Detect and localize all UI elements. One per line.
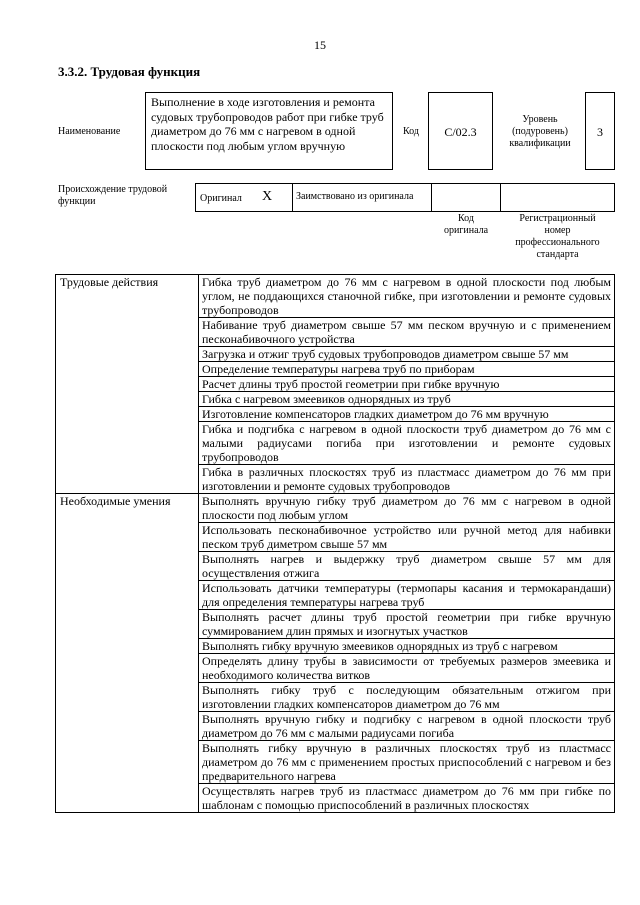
section-label: Трудовые действия bbox=[56, 275, 199, 494]
level-box bbox=[585, 92, 615, 170]
reg-number-cell bbox=[500, 183, 615, 212]
code-original-cell bbox=[431, 183, 501, 212]
original-cell bbox=[195, 183, 293, 212]
borrowed-cell bbox=[292, 183, 432, 212]
item-text: Гибка труб диаметром до 76 мм с нагревом в одной плоскости под любым углом, не поддающихся станочной гибке, при изготовлении и ремонте судовых трубопроводов bbox=[199, 275, 615, 318]
item-text: Выполнять гибку труб с последующим обязательным отжигом при изготовлении гладких компенсаторов диаметром до 76 мм bbox=[199, 683, 615, 712]
section-label: Необходимые умения bbox=[56, 494, 199, 813]
item-text: Гибка с нагревом змеевиков однорядных из труб bbox=[199, 392, 615, 407]
item-text: Набивание труб диаметром свыше 57 мм песком вручную и с применением песконабивочного устройства bbox=[199, 318, 615, 347]
item-text: Использовать песконабивочное устройство или ручной метод для набивки песком труб диметром свыше 57 мм bbox=[199, 523, 615, 552]
item-text: Загрузка и отжиг труб судовых трубопроводов диаметром свыше 57 мм bbox=[199, 347, 615, 362]
item-text: Изготовление компенсаторов гладких диаметром до 76 мм вручную bbox=[199, 407, 615, 422]
item-text: Определять длину трубы в зависимости от требуемых размеров змеевика и необходимого количества витков bbox=[199, 654, 615, 683]
reg-number-label: Регистрационный номер профессионального стандарта bbox=[515, 213, 600, 260]
item-text: Гибка и подгибка с нагревом в одной плоскости труб диаметром до 76 мм с малыми радиусами погиба при изготовлении и ремонте судовых трубопроводов bbox=[199, 422, 615, 465]
code-box bbox=[428, 92, 493, 170]
function-name-box bbox=[145, 92, 393, 170]
item-text: Выполнять гибку вручную змеевиков однорядных из труб с нагревом bbox=[199, 639, 615, 654]
item-text: Использовать датчики температуры (термопары касания и термокарандаши) для определения температуры нагрева труб bbox=[199, 581, 615, 610]
page-number: 15 bbox=[314, 38, 326, 52]
item-text: Расчет длины труб простой геометрии при гибке вручную bbox=[199, 377, 615, 392]
table-row bbox=[56, 275, 615, 318]
name-label: Наименование bbox=[58, 126, 121, 137]
code-original-label: Код оригинала bbox=[443, 213, 489, 236]
original-label: Оригинал bbox=[200, 193, 242, 204]
item-text: Выполнять гибку вручную в различных плоскостях труб из пластмасс диаметром до 76 мм с применением простых приспособлений с нагревом и без предварительного нагрева bbox=[199, 741, 615, 784]
code-value: C/02.3 bbox=[444, 125, 477, 139]
item-text: Выполнять вручную гибку труб диаметром до 76 мм с нагревом в одной плоскости под любым углом bbox=[199, 494, 615, 523]
borrowed-label: Заимствовано из оригинала bbox=[296, 191, 414, 202]
level-value: 3 bbox=[597, 125, 603, 139]
code-label: Код bbox=[403, 126, 419, 137]
item-text: Выполнять расчет длины труб простой геометрии при гибке вручную суммированием длин прямых и изогнутых участков bbox=[199, 610, 615, 639]
item-text: Выполнять вручную гибку и подгибку с нагревом в одной плоскости труб диаметром до 76 мм с малыми радиусами погиба bbox=[199, 712, 615, 741]
level-label: Уровень (подуровень) квалификации bbox=[509, 114, 571, 149]
item-text: Осуществлять нагрев труб из пластмасс диаметром до 76 мм при гибке по шаблонам с помощью приспособлений в различных плоскостях bbox=[199, 784, 615, 813]
item-text: Выполнять нагрев и выдержку труб диаметром свыше 57 мм для осуществления отжига bbox=[199, 552, 615, 581]
function-name: Выполнение в ходе изготовления и ремонта судовых трубопроводов работ при гибке труб диаметром до 76 мм с нагревом в одной плоскости под любым углом вручную bbox=[151, 95, 384, 153]
function-table bbox=[55, 274, 615, 813]
item-text: Определение температуры нагрева труб по приборам bbox=[199, 362, 615, 377]
origin-label: Происхождение трудовой функции bbox=[58, 184, 168, 207]
item-text: Гибка в различных плоскостях труб из пластмасс диаметром до 76 мм при изготовлении и ремонте судовых трубопроводов bbox=[199, 465, 615, 494]
table-row bbox=[56, 494, 615, 523]
original-mark: X bbox=[262, 189, 273, 204]
section-title: 3.3.2. Трудовая функция bbox=[58, 64, 201, 79]
